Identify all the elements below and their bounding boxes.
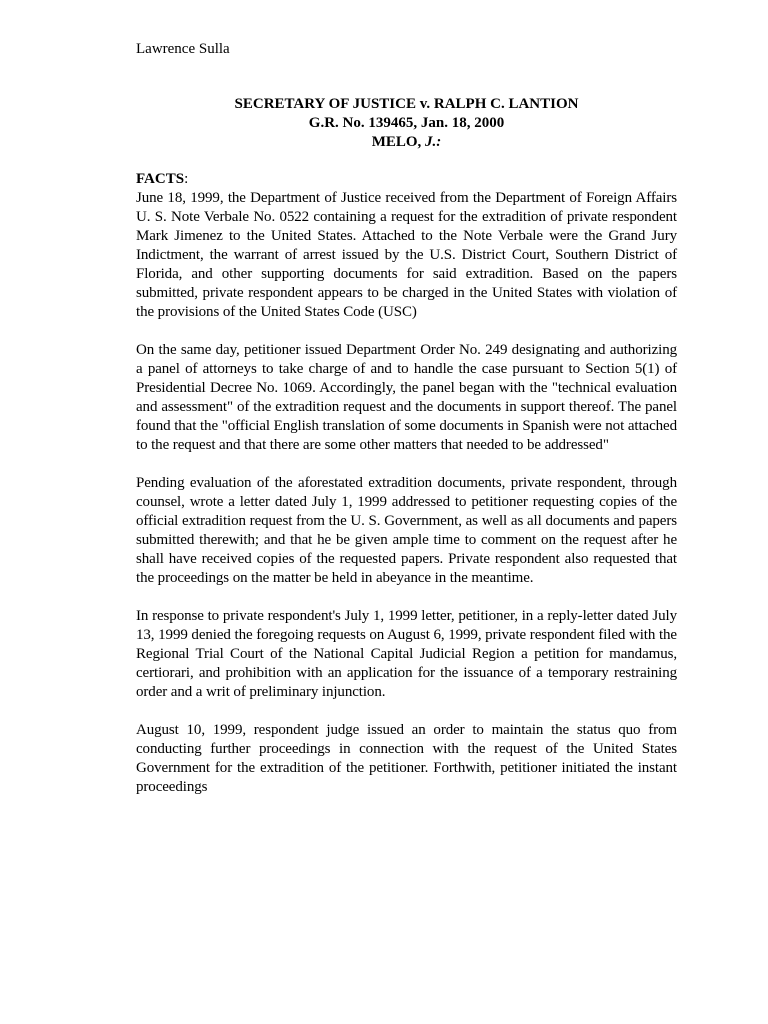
facts-heading [136,170,677,189]
facts-heading-colon: : [184,171,189,187]
facts-paragraph-3: Pending evaluation of the aforestated extradition documents, private respondent, through counsel, wrote a letter dated July 1, 1999 addressed to petitioner requesting copies of the official extradition request from the U. S. Government, as well as all documents and papers submitted therewith; and that he be given ample time to comment on the request after he shall have received copies of the requested papers. Private respondent also requested that the proceedings on the matter be held in abeyance in the meantime. [136,475,677,586]
facts-paragraph-1: June 18, 1999, the Department of Justice received from the Department of Foreign Affairs U. S. Note Verbale No. 0522 containing a request for the extradition of private respondent Mark Jimenez to the United States. Attached to the Note Verbale were the Grand Jury Indictment, the warrant of arrest issued by the U.S. District Court, Southern District of Florida, and other supporting documents for said extradition. Based on the papers submitted, private respondent appears to be charged in the United States with violation of the provisions of the United States Code (USC) [136,190,677,320]
facts-paragraph-5: August 10, 1999, respondent judge issued an order to maintain the status quo from conducting further proceedings in connection with the request of the United States Government for the extradition of the petitioner. Forthwith, petitioner initiated the instant proceedings [136,722,677,795]
case-title: SECRETARY OF JUSTICE v. RALPH C. LANTION [234,96,579,112]
ponente-suffix: J.: [425,134,442,150]
facts-section [136,170,677,816]
ponente-name: MELO, [371,134,422,150]
case-ponente [136,133,677,152]
case-docket: G.R. No. 139465, Jan. 18, 2000 [308,115,505,131]
facts-heading-text: FACTS [136,171,185,187]
facts-paragraph-4: In response to private respondent's July 1, 1999 letter, petitioner, in a reply-letter dated July 13, 1999 denied the foregoing requests on August 6, 1999, private respondent filed with the Regional Trial Court of the National Capital Judicial Region a petition for mandamus, certiorari, and prohibition with an application for the issuance of a temporary restraining order and a writ of preliminary injunction. [136,608,677,700]
facts-paragraph-2: On the same day, petitioner issued Department Order No. 249 designating and authorizing a panel of attorneys to take charge of and to handle the case pursuant to Section 5(1) of Presidential Decree No. 1069. Accordingly, the panel began with the "technical evaluation and assessment" of the extradition request and the documents in support thereof. The panel found that the "official English translation of some documents in Spanish were not attached to the request and that there are some other matters that needed to be addressed" [136,342,677,453]
author-name: Lawrence Sulla [136,41,230,57]
case-header [136,95,677,152]
